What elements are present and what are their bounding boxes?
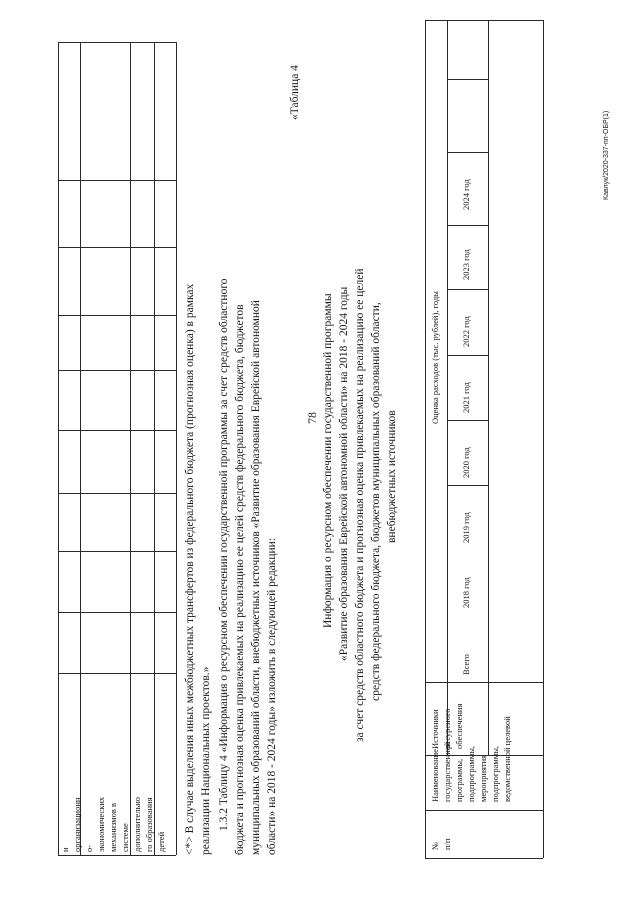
footer-code: Кавлук/2020-337-пп-ОБР(1) (603, 110, 610, 200)
table-label: «Таблица 4 (289, 65, 301, 120)
document-page: 78 и организационн о- экономических механизмов в системе дополнительно го образования детей <*> В случае выделения иных межбюджетных трансфертов из федерального бюджета (прогнозная оценка) в рамках реализации Национальных проектов.» 1.3.2 Таблицу 4 «Информация о ресурсном обеспечении государственной программы за счет средств областного бюджета и прогнозная оценка привлекаемых на реализацию ее целей средств федерального бюджета, бюджетов муниципальных образований области, внебюджетных источников «Развитие образования Еврейской автономной области» на 2018 - 2024 годы» изложить в следующей редакции: «Таблица 4 Информация о ресурсном обеспечении государственной программы «Развитие образования Еврейской автономной области» на 2018 - 2024 годы за счет средств областного бюджета и прогнозная оценка привлекаемых на реализацию ее целей средств федерального бюджета, бюджетов муниципальных образований области, внебюджетных источников № п/п Наименование государственной программы, подпрограммы, мероприятия подпрограммы, ведомственной целевой Источники ресурсного обеспечения Оценка расходов (тыс. рублей), годы Всего 2018 год 2019 год 2020 год 2021 год 2022 год 2023 год 2024 год Кавлук/2020-337-пп-ОБР(1) (0, 0, 640, 905)
year-2019: 2019 год (461, 512, 471, 543)
year-2020: 2020 год (461, 447, 471, 478)
year-2024: 2024 год (461, 179, 471, 210)
year-2018: 2018 год (461, 577, 471, 608)
year-2021: 2021 год (461, 382, 471, 413)
page-number: 78 (305, 412, 319, 424)
year-2022: 2022 год (461, 316, 471, 347)
expense-header: Оценка расходов (тыс. рублей), годы (430, 291, 440, 424)
year-2023: 2023 год (461, 249, 471, 280)
year-total: Всего (461, 654, 471, 675)
